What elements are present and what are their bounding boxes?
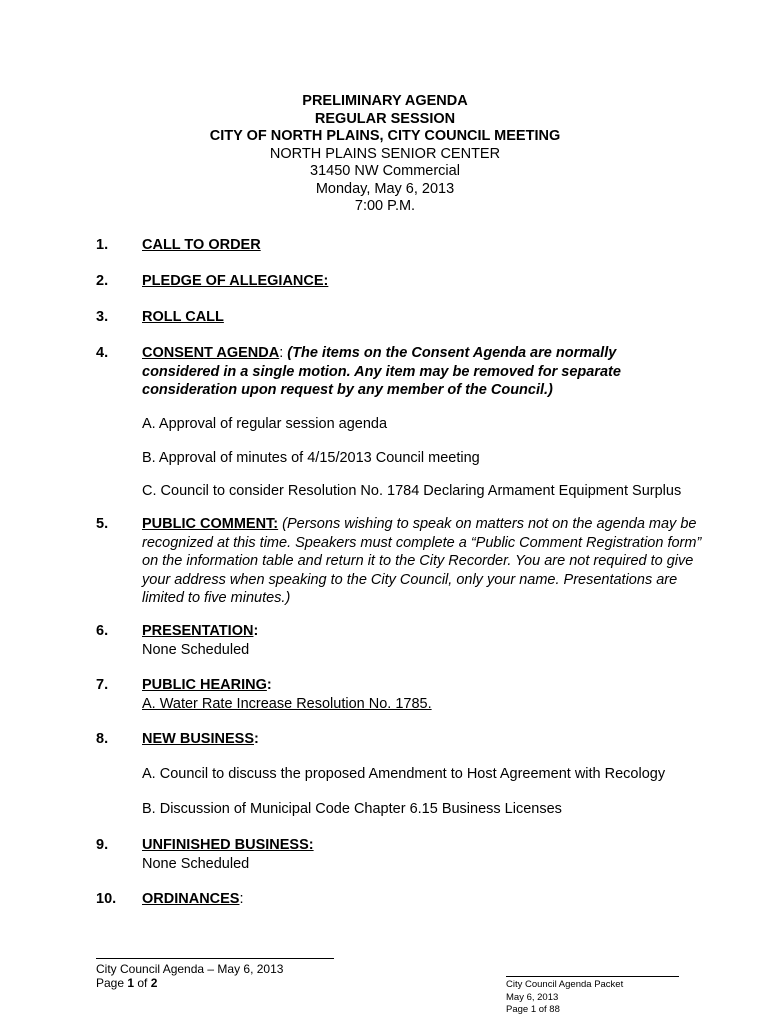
item-detail: None Scheduled: [142, 641, 250, 658]
agenda-item-2: [96, 272, 736, 291]
agenda-item-8: [96, 730, 736, 749]
agenda-item-7: [96, 676, 736, 713]
item-title: PUBLIC COMMENT:: [142, 516, 279, 532]
item-title: PLEDGE OF ALLEGIANCE:: [142, 273, 329, 289]
item-number: 5.: [96, 516, 109, 532]
footer-page-number: [96, 976, 334, 990]
packet-title: City Council Agenda Packet: [506, 979, 624, 990]
item-colon: :: [266, 677, 272, 693]
venue-address: 31450 NW Commercial: [310, 163, 460, 179]
agenda-item-6: [96, 622, 736, 659]
agenda-item-10: [96, 890, 736, 909]
consent-item-a: A. Approval of regular session agenda: [142, 416, 388, 432]
item-title: CONSENT AGENDA: [142, 345, 280, 361]
new-business-item-a: A. Council to discuss the proposed Amendment to Host Agreement with Recology: [142, 766, 666, 782]
item-title: PRESENTATION: [142, 623, 254, 639]
item-number: 3.: [96, 309, 109, 325]
packet-date: May 6, 2013: [506, 991, 559, 1003]
item-number: 1.: [96, 237, 109, 253]
item-number: 10.: [96, 891, 117, 907]
agenda-item-4: [96, 344, 736, 400]
footer-of: of: [134, 976, 151, 990]
item-title: ROLL CALL: [142, 309, 224, 325]
item-colon: :: [279, 345, 288, 361]
agenda-title: PRELIMINARY AGENDA: [302, 93, 468, 109]
footer-page-word: Page: [96, 976, 128, 990]
meeting-date: Monday, May 6, 2013: [315, 180, 455, 197]
consent-item-c: C. Council to consider Resolution No. 1784 Declaring Armament Equipment Surplus: [142, 483, 682, 499]
venue-name: NORTH PLAINS SENIOR CENTER: [269, 145, 501, 162]
agenda-item-5: [96, 515, 736, 608]
agenda-item-9: [96, 836, 736, 873]
agenda-item-3: [96, 308, 736, 327]
footer-total-pages: 2: [150, 976, 158, 990]
item-number: 4.: [96, 345, 109, 361]
agenda-item-1: [96, 236, 736, 255]
item-title: PUBLIC HEARING: [142, 677, 267, 693]
item-number: 9.: [96, 837, 109, 853]
page-footer: [96, 958, 334, 990]
item-title: ORDINANCES: [142, 891, 240, 907]
item-number: 7.: [96, 677, 109, 693]
item-number: 6.: [96, 623, 109, 639]
item-title: CALL TO ORDER: [142, 237, 261, 253]
item-colon: :: [239, 891, 244, 907]
packet-stamp: [506, 976, 679, 1017]
footer-document-title: City Council Agenda – May 6, 2013: [96, 962, 284, 976]
consent-agenda-note: (The items on the Consent Agenda are normally considered in a single motion. Any item may be removed for separate consideration upon request by any member of the Council.): [142, 345, 621, 398]
meeting-name: CITY OF NORTH PLAINS, CITY COUNCIL MEETING: [209, 128, 561, 144]
new-business-item-b: B. Discussion of Municipal Code Chapter 6.15 Business Licenses: [142, 801, 562, 817]
public-comment-note: (Persons wishing to speak on matters not on the agenda may be recognized at this time. Speakers must complete a “Public Comment Registration form” on the information table and return it to the City Recorder. You are not required to give your address when speaking to the City Council, only your name. Presentations are limited to five minutes.): [142, 516, 702, 606]
item-number: 2.: [96, 273, 109, 289]
item-title: NEW BUSINESS: [142, 731, 254, 747]
item-detail: None Scheduled: [142, 855, 250, 872]
packet-page: Page 1 of 88: [506, 1004, 560, 1015]
consent-item-b: B. Approval of minutes of 4/15/2013 Council meeting: [142, 450, 480, 466]
footer-current-page: 1: [127, 976, 135, 990]
hearing-item-a: A. Water Rate Increase Resolution No. 1785.: [142, 695, 432, 712]
agenda-header: [0, 93, 770, 216]
item-colon: :: [254, 731, 259, 747]
item-colon: :: [253, 623, 259, 639]
session-type: REGULAR SESSION: [314, 110, 456, 127]
item-number: 8.: [96, 731, 109, 747]
meeting-time: 7:00 P.M.: [354, 198, 416, 214]
item-title: UNFINISHED BUSINESS:: [142, 837, 314, 853]
